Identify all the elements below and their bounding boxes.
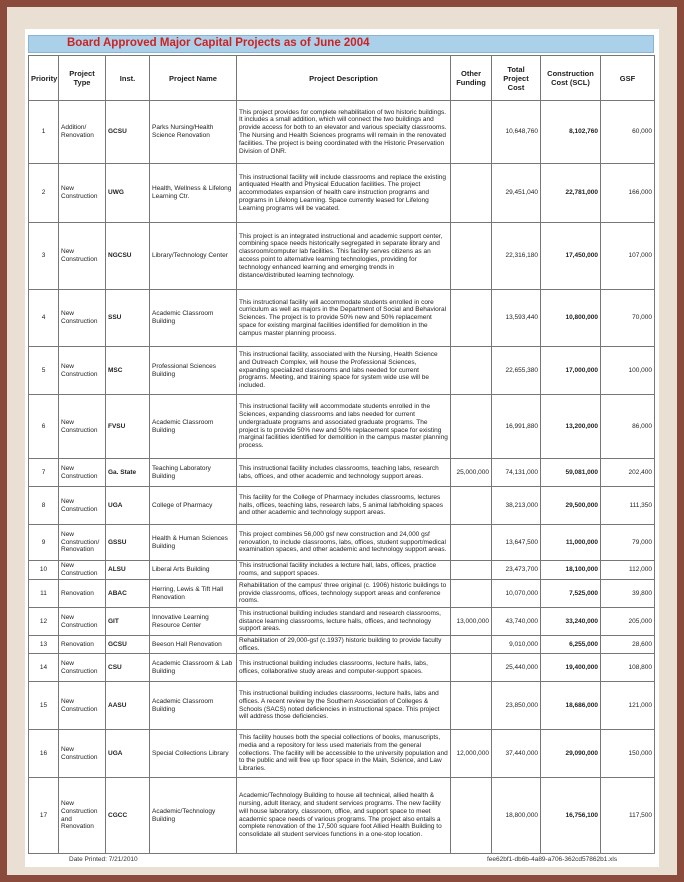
other-funding-cell: [451, 223, 492, 290]
total-cost-cell: 22,655,380: [492, 347, 541, 395]
other-funding-cell: [451, 347, 492, 395]
table-row: [29, 459, 655, 487]
other-funding-cell: 13,000,000: [451, 608, 492, 636]
gsf-cell: 70,000: [601, 290, 655, 347]
project-type-cell: New Construction: [59, 223, 106, 290]
priority-cell: 5: [29, 347, 59, 395]
table-row: [29, 164, 655, 223]
other-funding-cell: 25,000,000: [451, 459, 492, 487]
total-cost-cell: 43,740,000: [492, 608, 541, 636]
page-title: Board Approved Major Capital Projects as of June 2004: [67, 37, 370, 49]
construction-cost-cell: 8,102,760: [541, 101, 601, 164]
total-cost-cell: 18,800,000: [492, 778, 541, 854]
project-name-cell: Health, Wellness & Lifelong Learning Ctr.: [150, 164, 237, 223]
priority-cell: 9: [29, 525, 59, 561]
project-name-cell: Teaching Laboratory Building: [150, 459, 237, 487]
gsf-cell: 79,000: [601, 525, 655, 561]
table-row: [29, 561, 655, 580]
project-name-cell: Liberal Arts Building: [150, 561, 237, 580]
gsf-cell: 112,000: [601, 561, 655, 580]
total-cost-cell: 23,473,700: [492, 561, 541, 580]
priority-cell: 1: [29, 101, 59, 164]
project-type-cell: New Construction: [59, 487, 106, 525]
table-row: [29, 682, 655, 730]
inst-cell: GCSU: [106, 636, 150, 654]
total-cost-cell: 38,213,000: [492, 487, 541, 525]
project-name-cell: Academic Classroom Building: [150, 290, 237, 347]
project-type-cell: New Construction: [59, 347, 106, 395]
gsf-cell: 60,000: [601, 101, 655, 164]
project-type-cell: Renovation: [59, 580, 106, 608]
construction-cost-cell: 59,081,000: [541, 459, 601, 487]
gsf-cell: 108,800: [601, 654, 655, 682]
table-row: [29, 525, 655, 561]
other-funding-cell: [451, 290, 492, 347]
gsf-cell: 202,400: [601, 459, 655, 487]
header-project-type: Project Type: [59, 56, 106, 101]
total-cost-cell: 37,440,000: [492, 730, 541, 778]
project-name-cell: Academic Classroom & Lab Building: [150, 654, 237, 682]
priority-cell: 15: [29, 682, 59, 730]
total-cost-cell: 22,316,180: [492, 223, 541, 290]
description-cell: This instructional facility includes a lecture hall, labs, offices, practice rooms, and support spaces.: [237, 561, 451, 580]
page-frame: [7, 7, 677, 875]
other-funding-cell: [451, 636, 492, 654]
inst-cell: MSC: [106, 347, 150, 395]
gsf-cell: 121,000: [601, 682, 655, 730]
project-type-cell: New Construction and Renovation: [59, 778, 106, 854]
table-row: [29, 223, 655, 290]
total-cost-cell: 9,010,000: [492, 636, 541, 654]
construction-cost-cell: 10,800,000: [541, 290, 601, 347]
project-type-cell: New Construction: [59, 682, 106, 730]
construction-cost-cell: 18,686,000: [541, 682, 601, 730]
other-funding-cell: [451, 395, 492, 459]
other-funding-cell: [451, 561, 492, 580]
header-row: [29, 56, 655, 101]
table-row: [29, 395, 655, 459]
description-cell: Academic/Technology Building to house all technical, allied health & nursing, adult literacy, and student services programs. The new facility will house laboratory, classroom, office, and support space to meet academic space needs of various programs. The project also entails a complete renovation of the 17,500 square foot Allied Health Building to consolidate all student services functions in a one-stop location.: [237, 778, 451, 854]
description-cell: This instructional facility will accommodate students enrolled in the Sciences, expanding classrooms and labs needed for current undergraduate programs and associated graduate programs. The project is to provide 50% new and 50% replacement space for existing marginal facilities identified for demolition in the campus master planning process.: [237, 395, 451, 459]
date-printed: Date Printed: 7/21/2010: [69, 856, 138, 863]
other-funding-cell: [451, 580, 492, 608]
description-cell: This instructional facility will accommodate students enrolled in core curriculum as well as majors in the Department of Social and Behavioral Sciences. The project is to provide 50% new and 50% replacement space for existing marginal facilities identified for demolition in the campus master planning process.: [237, 290, 451, 347]
header-other-funding: Other Funding: [451, 56, 492, 101]
project-name-cell: Library/Technology Center: [150, 223, 237, 290]
gsf-cell: 117,500: [601, 778, 655, 854]
table-row: [29, 580, 655, 608]
header-gsf: GSF: [601, 56, 655, 101]
description-cell: This facility for the College of Pharmacy includes classrooms, lectures halls, offices, teaching labs, research labs, 5 animal lab/holding spaces and other academic and technology support areas.: [237, 487, 451, 525]
other-funding-cell: [451, 487, 492, 525]
construction-cost-cell: 6,255,000: [541, 636, 601, 654]
priority-cell: 11: [29, 580, 59, 608]
project-name-cell: Herring, Lewis & Tift Hall Renovation: [150, 580, 237, 608]
inst-cell: ABAC: [106, 580, 150, 608]
table-row: [29, 778, 655, 854]
total-cost-cell: 25,440,000: [492, 654, 541, 682]
construction-cost-cell: 17,450,000: [541, 223, 601, 290]
other-funding-cell: 12,000,000: [451, 730, 492, 778]
description-cell: This project is an integrated instructional and academic support center, combining space needs historically segregated in separate library and classroom/computer lab facilities. This facility serves citizens as an access point to alternative learning technologies, providing for technology enhanced learning and emerging trends in distance/distributed learning technology.: [237, 223, 451, 290]
table-row: [29, 101, 655, 164]
description-cell: This project combines 56,000 gsf new construction and 24,000 gsf renovation, to include classrooms, labs, offices, student support/medical examination spaces, and other academic and technology support areas.: [237, 525, 451, 561]
inst-cell: SSU: [106, 290, 150, 347]
description-cell: Rehabilitation of 29,000-gsf (c.1937) historic building to provide faculty offices.: [237, 636, 451, 654]
gsf-cell: 107,000: [601, 223, 655, 290]
construction-cost-cell: 33,240,000: [541, 608, 601, 636]
header-construction-cost: Construction Cost (SCL): [541, 56, 601, 101]
project-type-cell: New Construction: [59, 654, 106, 682]
description-cell: This project provides for complete rehabilitation of two historic buildings. It includes a small addition, which will connect the two buildings and provide access for both to an elevator and various specialty classrooms. The Nursing and Health Sciences programs will remain in the renovated facilities. The project is being coordinated with the Historic Preservation Division of DNR.: [237, 101, 451, 164]
priority-cell: 6: [29, 395, 59, 459]
gsf-cell: 39,800: [601, 580, 655, 608]
other-funding-cell: [451, 778, 492, 854]
table-row: [29, 654, 655, 682]
inst-cell: GCSU: [106, 101, 150, 164]
project-type-cell: New Construction/ Renovation: [59, 525, 106, 561]
priority-cell: 7: [29, 459, 59, 487]
project-name-cell: Academic Classroom Building: [150, 395, 237, 459]
description-cell: This facility houses both the special collections of books, manuscripts, media and a repository for less used materials from the general collections. The facility will be accessible to the university population and to the public and will free up floor space in the Main, Science, and Law Libraries.: [237, 730, 451, 778]
project-name-cell: Innovative Learning Resource Center: [150, 608, 237, 636]
project-type-cell: Addition/ Renovation: [59, 101, 106, 164]
project-name-cell: College of Pharmacy: [150, 487, 237, 525]
table-row: [29, 730, 655, 778]
header-inst: Inst.: [106, 56, 150, 101]
other-funding-cell: [451, 525, 492, 561]
project-type-cell: New Construction: [59, 608, 106, 636]
project-name-cell: Parks Nursing/Health Science Renovation: [150, 101, 237, 164]
inst-cell: UWG: [106, 164, 150, 223]
gsf-cell: 100,000: [601, 347, 655, 395]
project-type-cell: New Construction: [59, 164, 106, 223]
description-cell: This instructional building includes standard and research classrooms, distance learning classrooms, lecture halls, offices, and technology support areas.: [237, 608, 451, 636]
priority-cell: 3: [29, 223, 59, 290]
construction-cost-cell: 16,756,100: [541, 778, 601, 854]
construction-cost-cell: 29,090,000: [541, 730, 601, 778]
header-total-project-cost: Total Project Cost: [492, 56, 541, 101]
inst-cell: AASU: [106, 682, 150, 730]
inst-cell: Ga. State: [106, 459, 150, 487]
inst-cell: ALSU: [106, 561, 150, 580]
description-cell: This instructional facility includes classrooms, teaching labs, research labs, offices, and other academic and technology support areas.: [237, 459, 451, 487]
projects-table: [28, 55, 655, 854]
table-row: [29, 347, 655, 395]
construction-cost-cell: 7,525,000: [541, 580, 601, 608]
project-type-cell: Renovation: [59, 636, 106, 654]
gsf-cell: 150,000: [601, 730, 655, 778]
construction-cost-cell: 19,400,000: [541, 654, 601, 682]
project-type-cell: New Construction: [59, 290, 106, 347]
gsf-cell: 28,600: [601, 636, 655, 654]
other-funding-cell: [451, 164, 492, 223]
priority-cell: 4: [29, 290, 59, 347]
project-name-cell: Health & Human Sciences Building: [150, 525, 237, 561]
header-project-description: Project Description: [237, 56, 451, 101]
other-funding-cell: [451, 101, 492, 164]
inst-cell: UGA: [106, 487, 150, 525]
inst-cell: NGCSU: [106, 223, 150, 290]
priority-cell: 10: [29, 561, 59, 580]
title-bar: [28, 35, 654, 53]
table-row: [29, 608, 655, 636]
project-name-cell: Professional Sciences Building: [150, 347, 237, 395]
priority-cell: 8: [29, 487, 59, 525]
total-cost-cell: 13,593,440: [492, 290, 541, 347]
project-name-cell: Academic Classroom Building: [150, 682, 237, 730]
total-cost-cell: 29,451,040: [492, 164, 541, 223]
header-priority: Priority: [29, 56, 59, 101]
other-funding-cell: [451, 682, 492, 730]
inst-cell: FVSU: [106, 395, 150, 459]
description-cell: This instructional building includes classrooms, lecture halls, labs, offices, collaborative study areas and computer-support spaces.: [237, 654, 451, 682]
total-cost-cell: 16,991,880: [492, 395, 541, 459]
construction-cost-cell: 29,500,000: [541, 487, 601, 525]
project-type-cell: New Construction: [59, 561, 106, 580]
construction-cost-cell: 13,200,000: [541, 395, 601, 459]
gsf-cell: 86,000: [601, 395, 655, 459]
table-row: [29, 290, 655, 347]
priority-cell: 12: [29, 608, 59, 636]
table-body: [29, 101, 655, 854]
project-name-cell: Beeson Hall Renovation: [150, 636, 237, 654]
inst-cell: CGCC: [106, 778, 150, 854]
total-cost-cell: 10,648,760: [492, 101, 541, 164]
project-name-cell: Special Collections Library: [150, 730, 237, 778]
description-cell: Rehabilitation of the campus' three original (c. 1906) historic buildings to provide classrooms, offices, technology support areas and conference rooms.: [237, 580, 451, 608]
table-row: [29, 636, 655, 654]
gsf-cell: 111,350: [601, 487, 655, 525]
gsf-cell: 205,000: [601, 608, 655, 636]
total-cost-cell: 13,647,500: [492, 525, 541, 561]
total-cost-cell: 23,850,000: [492, 682, 541, 730]
priority-cell: 2: [29, 164, 59, 223]
construction-cost-cell: 17,000,000: [541, 347, 601, 395]
spreadsheet-page: [25, 29, 659, 867]
description-cell: This instructional facility will include classrooms and replace the existing antiquated Health and Physical Education facilities. The project accommodates expansion of health care instruction programs and programs in Lifelong Learning. Space currently leased for Lifelong Learning programs will be vacated.: [237, 164, 451, 223]
priority-cell: 13: [29, 636, 59, 654]
inst-cell: CSU: [106, 654, 150, 682]
description-cell: This instructional building includes classrooms, lecture halls, labs and offices. A recent review by the Southern Association of Colleges & Schools (SACS) noted deficiencies in instructional space. This project will address those deficiencies.: [237, 682, 451, 730]
construction-cost-cell: 22,781,000: [541, 164, 601, 223]
priority-cell: 16: [29, 730, 59, 778]
project-type-cell: New Construction: [59, 395, 106, 459]
header-project-name: Project Name: [150, 56, 237, 101]
inst-cell: GSSU: [106, 525, 150, 561]
project-type-cell: New Construction: [59, 459, 106, 487]
project-type-cell: New Construction: [59, 730, 106, 778]
inst-cell: GIT: [106, 608, 150, 636]
priority-cell: 14: [29, 654, 59, 682]
file-id: fee62bf1-db6b-4a89-a706-362cd57862b1.xls: [487, 856, 618, 863]
construction-cost-cell: 18,100,000: [541, 561, 601, 580]
description-cell: This instructional facility, associated with the Nursing, Health Science and Outreach Complex, will house the Professional Sciences, expanding specialized classrooms and labs needed for current programs. Meeting, and training space for system wide use will be included.: [237, 347, 451, 395]
construction-cost-cell: 11,000,000: [541, 525, 601, 561]
priority-cell: 17: [29, 778, 59, 854]
project-name-cell: Academic/Technology Building: [150, 778, 237, 854]
table-row: [29, 487, 655, 525]
inst-cell: UGA: [106, 730, 150, 778]
other-funding-cell: [451, 654, 492, 682]
gsf-cell: 166,000: [601, 164, 655, 223]
total-cost-cell: 10,070,000: [492, 580, 541, 608]
total-cost-cell: 74,131,000: [492, 459, 541, 487]
